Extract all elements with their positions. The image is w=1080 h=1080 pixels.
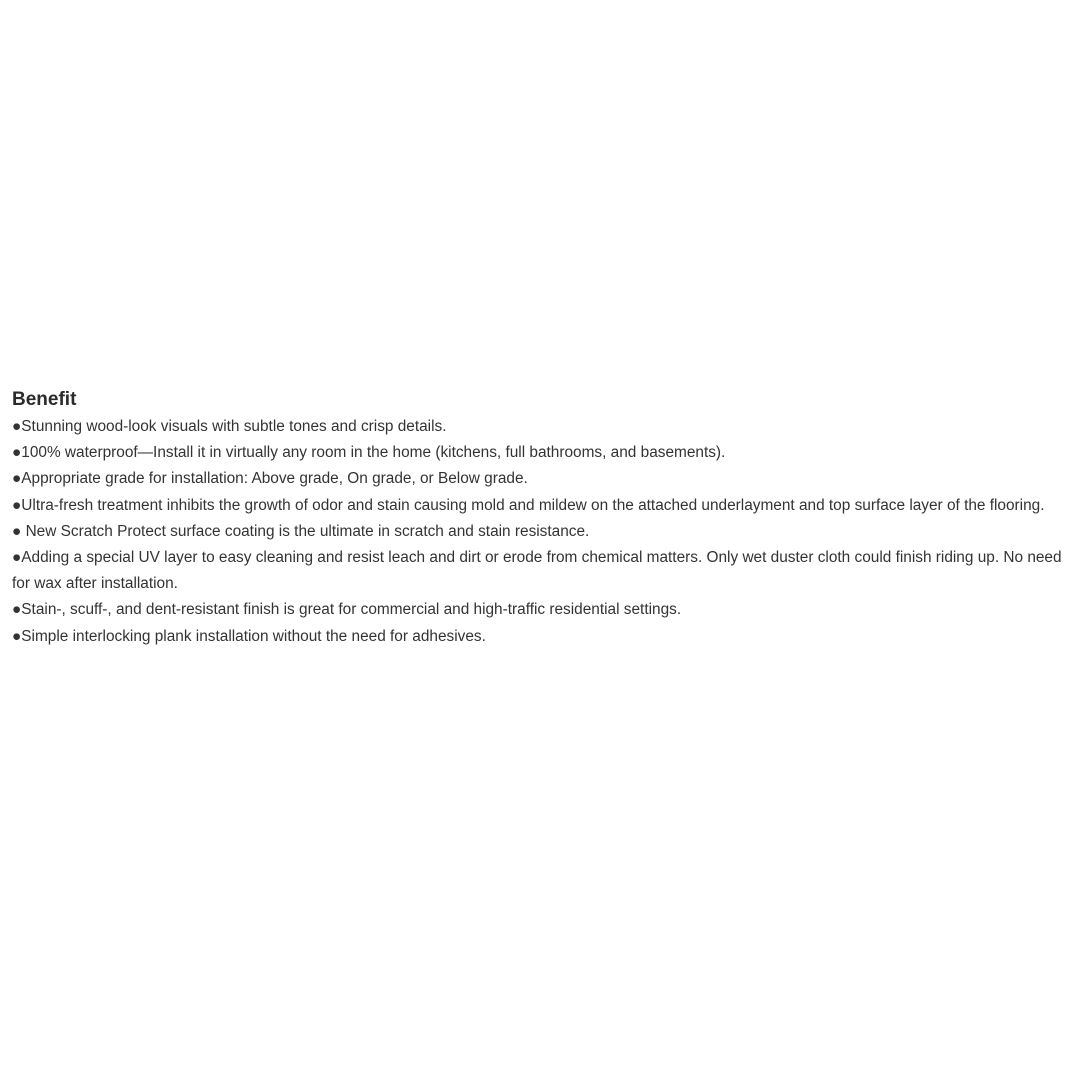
benefit-item: ●Stunning wood-look visuals with subtle tones and crisp details. bbox=[12, 418, 447, 435]
benefit-section bbox=[12, 387, 1074, 650]
benefit-item: ●Ultra-fresh treatment inhibits the growth of odor and stain causing mold and mildew on the attached underlayment and top surface layer of the flooring. bbox=[12, 496, 1045, 514]
benefit-item: ●Appropriate grade for installation: Above grade, On grade, or Below grade. bbox=[12, 470, 528, 488]
benefit-item: ●100% waterproof—Install it in virtually any room in the home (kitchens, full bathrooms, and basements). bbox=[12, 444, 726, 462]
benefit-item: ●Stain-, scuff-, and dent-resistant finish is great for commercial and high-traffic residential settings. bbox=[12, 601, 682, 619]
section-title: Benefit bbox=[12, 389, 77, 410]
benefit-item: ●Simple interlocking plank installation without the need for adhesives. bbox=[12, 627, 486, 645]
benefit-item: ●Adding a special UV layer to easy cleaning and resist leach and dirt or erode from chemical matters. Only wet duster cloth could finish riding up. No need for wax after installation. bbox=[12, 549, 1062, 593]
benefit-list bbox=[12, 414, 1074, 650]
benefit-item: ● New Scratch Protect surface coating is the ultimate in scratch and stain resistance. bbox=[12, 522, 590, 540]
